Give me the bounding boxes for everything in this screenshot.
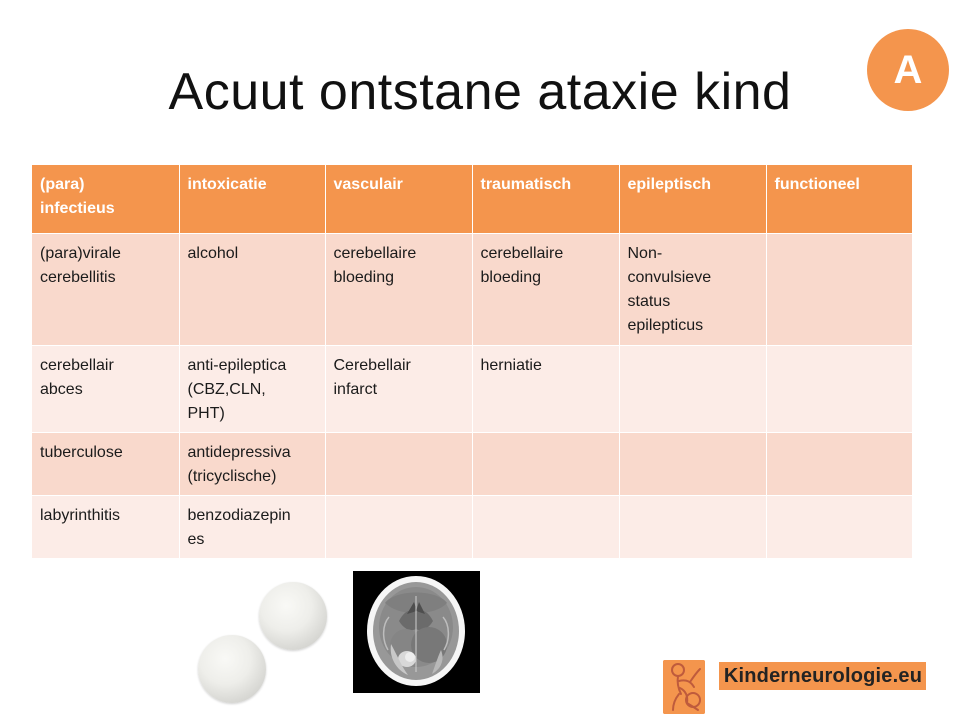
table-cell	[472, 495, 619, 558]
table-row	[32, 495, 912, 558]
table-cell: cerebellair abces	[32, 345, 179, 432]
header-epileptisch: epileptisch	[619, 165, 766, 233]
table-cell	[619, 495, 766, 558]
table-cell	[766, 432, 912, 495]
pill-image	[198, 635, 266, 703]
table-cell	[472, 432, 619, 495]
table-cell: Cerebellair infarct	[325, 345, 472, 432]
table-cell: cerebellaire bloeding	[325, 233, 472, 345]
table-cell: herniatie	[472, 345, 619, 432]
table-cell	[766, 495, 912, 558]
header-functioneel: functioneel	[766, 165, 912, 233]
page-title: Acuut ontstane ataxie kind	[168, 63, 792, 121]
table-cell: antidepressiva (tricyclische)	[179, 432, 325, 495]
section-badge: A	[867, 29, 949, 111]
ataxia-cause-table	[32, 165, 912, 559]
header-traumatisch: traumatisch	[472, 165, 619, 233]
table-cell	[619, 345, 766, 432]
table-cell: cerebellaire bloeding	[472, 233, 619, 345]
header-vasculair: vasculair	[325, 165, 472, 233]
table-cell: tuberculose	[32, 432, 179, 495]
table-cell: labyrinthitis	[32, 495, 179, 558]
table-cell	[619, 432, 766, 495]
table-cell: benzodiazepin es	[179, 495, 325, 558]
table-row	[32, 233, 912, 345]
table-cell: alcohol	[179, 233, 325, 345]
brain-ct-svg	[353, 571, 480, 693]
table-cell: Non- convulsieve status epilepticus	[619, 233, 766, 345]
pill-image	[259, 582, 327, 650]
table-cell	[325, 495, 472, 558]
table-cell	[325, 432, 472, 495]
kinderneurologie-logo-text: Kinderneurologie.eu	[719, 662, 926, 690]
kinderneurologie-logo-icon	[663, 660, 705, 714]
table-cell	[766, 345, 912, 432]
table-cell	[766, 233, 912, 345]
header-intoxicatie: intoxicatie	[179, 165, 325, 233]
table-cell: (para)virale cerebellitis	[32, 233, 179, 345]
table-header-row	[32, 165, 912, 233]
brain-ct-image	[353, 571, 480, 693]
table-cell: anti-epileptica (CBZ,CLN, PHT)	[179, 345, 325, 432]
table-row	[32, 432, 912, 495]
table-row	[32, 345, 912, 432]
logo-figure-svg	[663, 660, 705, 714]
header-para-infectieus: (para) infectieus	[32, 165, 179, 233]
